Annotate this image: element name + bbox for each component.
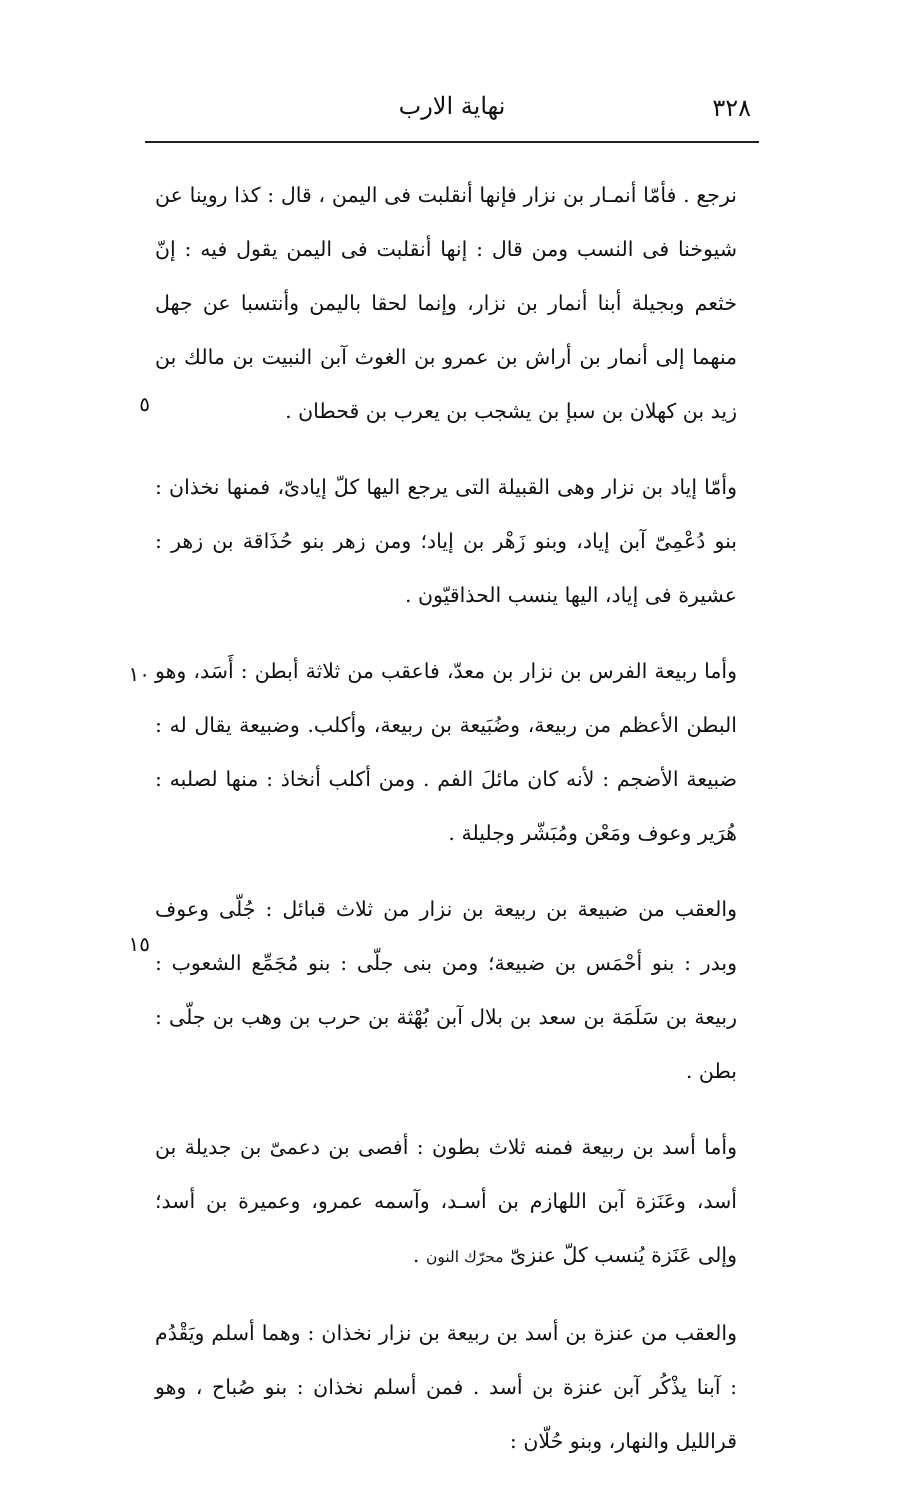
paragraph-asad-text: وأما أسد بن ربيعة فمنه ثلاث بطون : أفصى بن دعمىّ بن جديلة بن أسد، وعَنَزة آبن اللهازم بن أسـد، وآسمه عمرو، وعميرة بن أسد؛ وإلى عَنَزة يُنسب كلّ عنزىّ	[155, 1135, 737, 1267]
body-text	[155, 168, 737, 1490]
paragraph-iyad: وأمّا إياد بن نزار وهى القبيلة التى يرجع اليها كلّ إيادىّ، فمنها نخذان : بنو دُعْمِىّ آبن إياد، وبنو زَهْر بن إياد؛ ومن زهر بنو حُذَاقة بن زهر : عشيرة فى إياد، اليها ينسب الحذاقيّون .	[155, 475, 737, 607]
page-header	[145, 86, 759, 136]
line-number-5: ٥	[139, 392, 150, 416]
inline-note: محرّك النون	[425, 1248, 504, 1266]
paragraph-asad-end: .	[412, 1243, 426, 1267]
running-title: نهاية الارب	[398, 92, 506, 120]
paragraph-asad	[155, 1120, 737, 1284]
paragraph-rabia: وأما ربيعة الفرس بن نزار بن معدّ، فاعقب من ثلاثة أبطن : أَسَد، وهو البطن الأعظم من ربيعة، وضُبَيعة بن ربيعة، وأكلب. وضبيعة يقال له : ضبيعة الأضجم : لأنه كان مائلَ الفم . ومن أكلب أنخاذ : منها لصلبه : هُرَير وعوف ومَعْن ومُبَشّر وجليلة .	[155, 659, 737, 845]
header-rule	[145, 141, 759, 143]
paragraph-dubaia: والعقب من ضبيعة بن ربيعة بن نزار من ثلاث قبائل : جُلّى وعوف وبدر : بنو أحْمَس بن ضبيعة؛ ومن بنى جلّى : بنو مُجَمِّع الشعوب : ربيعة بن سَلَمَة بن سعد بن بلال آبن بُهْثة بن حرب بن وهب بن جلّى : بطن .	[155, 897, 737, 1083]
paragraph-anmar: نرجع . فأمّا أنمـار بن نزار فإنها أنقلبت فى اليمن ، قال : كذا روينا عن شيوخنا فى النسب ومن قال : إنها أنقلبت فى اليمن يقول فيه : إنّ خثعم وبجيلة أبنا أنمار بن نزار، وإنما لحقا باليمن وأنتسبا عن جهل منهما إلى أنمار بن أراش بن عمرو بن الغوث آبن النبيت بن مالك بن زيد بن كهلان بن سبإ بن يشجب بن يعرب بن قحطان .	[155, 183, 737, 423]
line-number-15: ١٥	[128, 932, 150, 956]
page-number: ٣٢٨	[712, 94, 751, 122]
paragraph-anaza: والعقب من عنزة بن أسد بن ربيعة بن نزار نخذان : وهما أسلم ويَقْدُم : آبنا يذْكُر آبن عنزة بن أسد . فمن أسلم نخذان : بنو صُباح ، وهو قرالليل والنهار، وبنو حُلّان :	[155, 1321, 737, 1453]
line-number-10: ١٠	[128, 662, 150, 686]
